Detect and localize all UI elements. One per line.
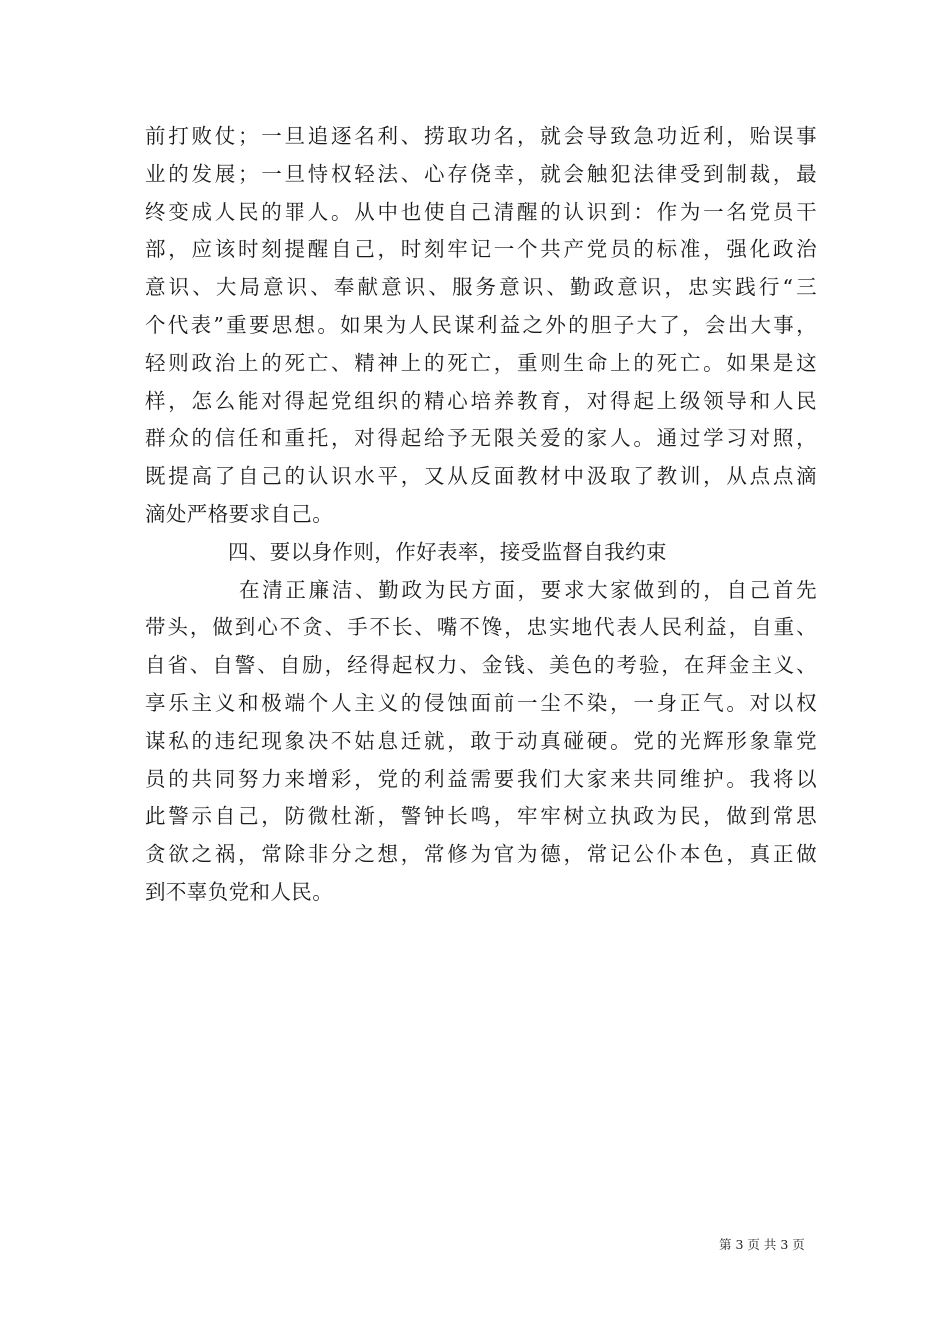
paragraph-line: 到不辜负党和人民。 <box>145 879 334 904</box>
paragraph-line: 滴处严格要求自己。 <box>145 501 334 526</box>
paragraph-1 <box>145 118 817 534</box>
paragraph-line: 前打败仗；一旦追逐名利、捞取功名，就会导致急功近利，贻误事 <box>145 124 817 148</box>
paragraph-line: 此警示自己，防微杜渐，警钟长鸣，牢牢树立执政为民，做到常思 <box>145 804 817 829</box>
paragraph-line: 带头，做到心不贪、手不长、嘴不馋，忠实地代表人民利益，自重、 <box>145 615 817 640</box>
paragraph-line: 贪欲之祸，常除非分之想，常修为官为德，常记公仆本色，真正做 <box>145 842 817 867</box>
section-heading: 四、要以身作则，作好表率，接受监督自我约束 <box>228 539 667 564</box>
paragraph-line: 在清正廉洁、勤政为民方面，要求大家做到的，自己首先 <box>239 577 817 602</box>
paragraph-line: 员的共同努力来增彩，党的利益需要我们大家来共同维护。我将以 <box>145 766 817 791</box>
paragraph-2 <box>145 572 817 912</box>
paragraph-line: 享乐主义和极端个人主义的侵蚀面前一尘不染，一身正气。对以权 <box>145 690 817 715</box>
paragraph-line: 终变成人民的罪人。从中也使自己清醒的认识到：作为一名党员干 <box>145 199 817 224</box>
paragraph-line: 部，应该时刻提醒自己，时刻牢记一个共产党员的标准，强化政治 <box>145 237 817 262</box>
paragraph-line: 谋私的违纪现象决不姑息迁就，敢于动真碰硬。党的光辉形象靠党 <box>145 728 817 753</box>
paragraph-line: 自省、自警、自励，经得起权力、金钱、美色的考验，在拜金主义、 <box>145 653 817 678</box>
page-number-footer: 第 3 页 共 3 页 <box>719 1237 805 1252</box>
document-body <box>145 118 817 912</box>
paragraph-line: 意识、大局意识、奉献意识、服务意识、勤政意识，忠实践行“三 <box>145 275 817 300</box>
paragraph-line: 轻则政治上的死亡、精神上的死亡，重则生命上的死亡。如果是这 <box>145 350 817 375</box>
paragraph-line: 个代表”重要思想。如果为人民谋利益之外的胆子大了，会出大事， <box>145 312 817 337</box>
paragraph-line: 业的发展；一旦恃权轻法、心存侥幸，就会触犯法律受到制裁，最 <box>145 161 817 186</box>
paragraph-line: 样，怎么能对得起党组织的精心培养教育，对得起上级领导和人民 <box>145 388 817 413</box>
paragraph-line: 群众的信任和重托，对得起给予无限关爱的家人。通过学习对照， <box>145 426 817 451</box>
paragraph-line: 既提高了自己的认识水平，又从反面教材中汲取了教训，从点点滴 <box>145 464 817 489</box>
